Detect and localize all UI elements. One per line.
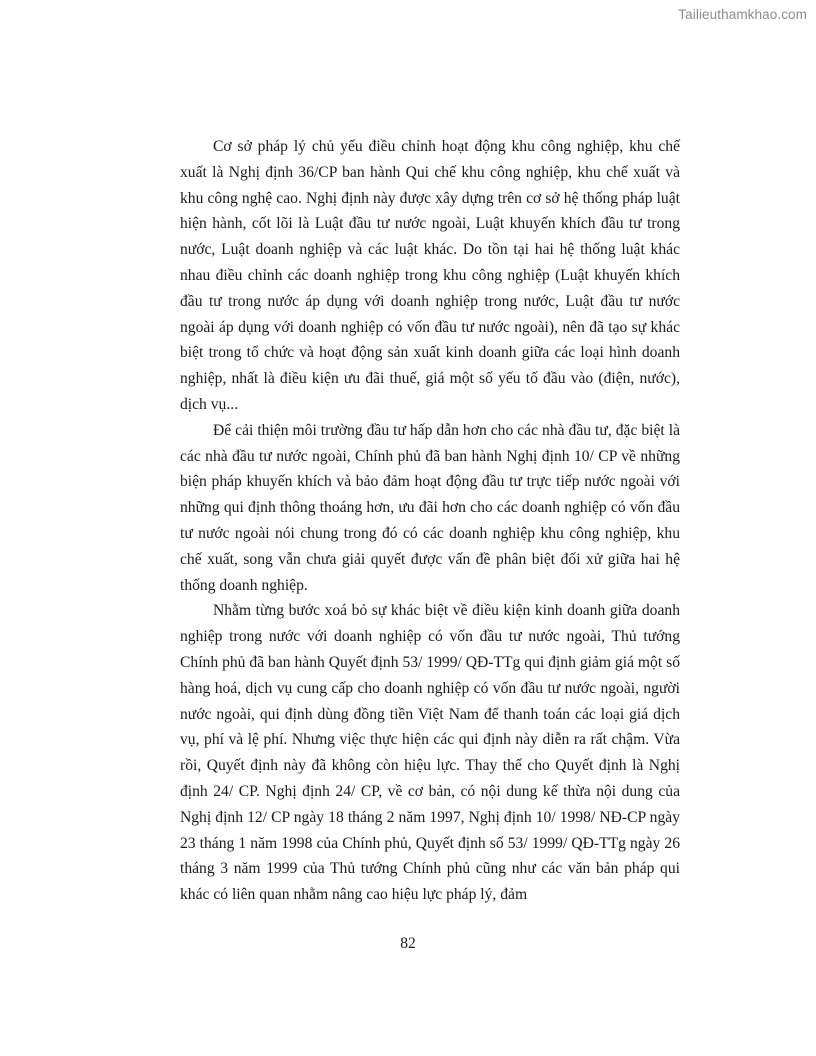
paragraph-investment-environment: Để cải thiện môi trường đầu tư hấp dẫn hơn cho các nhà đầu tư, đặc biệt là các nhà đầu tư nước ngoài, Chính phủ đã ban hành Nghị định 10/ CP về những biện pháp khuyến khích và bảo đảm hoạt động đầu tư trực tiếp nước ngoài với những qui định thông thoáng hơn, ưu đãi hơn cho các doanh nghiệp có vốn đầu tư nước ngoài nói chung trong đó có các doanh nghiệp khu công nghiệp, khu chế xuất, song vẫn chưa giải quyết được vấn đề phân biệt đối xử giữa hai hệ thống doanh nghiệp. <box>180 421 680 594</box>
page-body <box>180 134 680 908</box>
paragraph-removing-differences: Nhằm từng bước xoá bỏ sự khác biệt về điều kiện kinh doanh giữa doanh nghiệp trong nước với doanh nghiệp có vốn đầu tư nước ngoài, Thủ tướng Chính phủ đã ban hành Quyết định 53/ 1999/ QĐ-TTg qui định giảm giá một số hàng hoá, dịch vụ cung cấp cho doanh nghiệp có vốn đầu tư nước ngoài, người nước ngoài, qui định dùng đồng tiền Việt Nam để thanh toán các loại giá dịch vụ, phí và lệ phí. Nhưng việc thực hiện các qui định này diễn ra rất chậm. Vừa rồi, Quyết định này đã không còn hiệu lực. Thay thế cho Quyết định là Nghị định 24/ CP. Nghị định 24/ CP, về cơ bản, có nội dung kế thừa nội dung của Nghị định 12/ CP ngày 18 tháng 2 năm 1997, Nghị định 10/ 1998/ NĐ-CP ngày 23 tháng 1 năm 1998 của Chính phủ, Quyết định số 53/ 1999/ QĐ-TTg ngày 26 tháng 3 năm 1999 của Thủ tướng Chính phủ cũng như các văn bản pháp qui khác có liên quan nhằm nâng cao hiệu lực pháp lý, đảm <box>180 602 680 904</box>
page-number: 82 <box>400 935 416 952</box>
site-watermark: Tailieuthamkhao.com <box>678 7 807 22</box>
paragraph-legal-basis: Cơ sở pháp lý chủ yếu điều chỉnh hoạt động khu công nghiệp, khu chế xuất là Nghị định 36/CP ban hành Qui chế khu công nghiệp, khu chế xuất và khu công nghệ cao. Nghị định này được xây dựng trên cơ sở hệ thống pháp luật hiện hành, cốt lõi là Luật đầu tư nước ngoài, Luật khuyến khích đầu tư trong nước, Luật doanh nghiệp và các luật khác. Do tồn tại hai hệ thống luật khác nhau điều chỉnh các doanh nghiệp trong khu công nghiệp (Luật khuyến khích đầu tư trong nước áp dụng với doanh nghiệp trong nước, Luật đầu tư nước ngoài áp dụng với doanh nghiệp có vốn đầu tư nước ngoài), nên đã tạo sự khác biệt trong tổ chức và hoạt động sản xuất kinh doanh giữa các loại hình doanh nghiệp, nhất là điều kiện ưu đãi thuế, giá một số yếu tố đầu vào (điện, nước), dịch vụ... <box>180 138 680 413</box>
